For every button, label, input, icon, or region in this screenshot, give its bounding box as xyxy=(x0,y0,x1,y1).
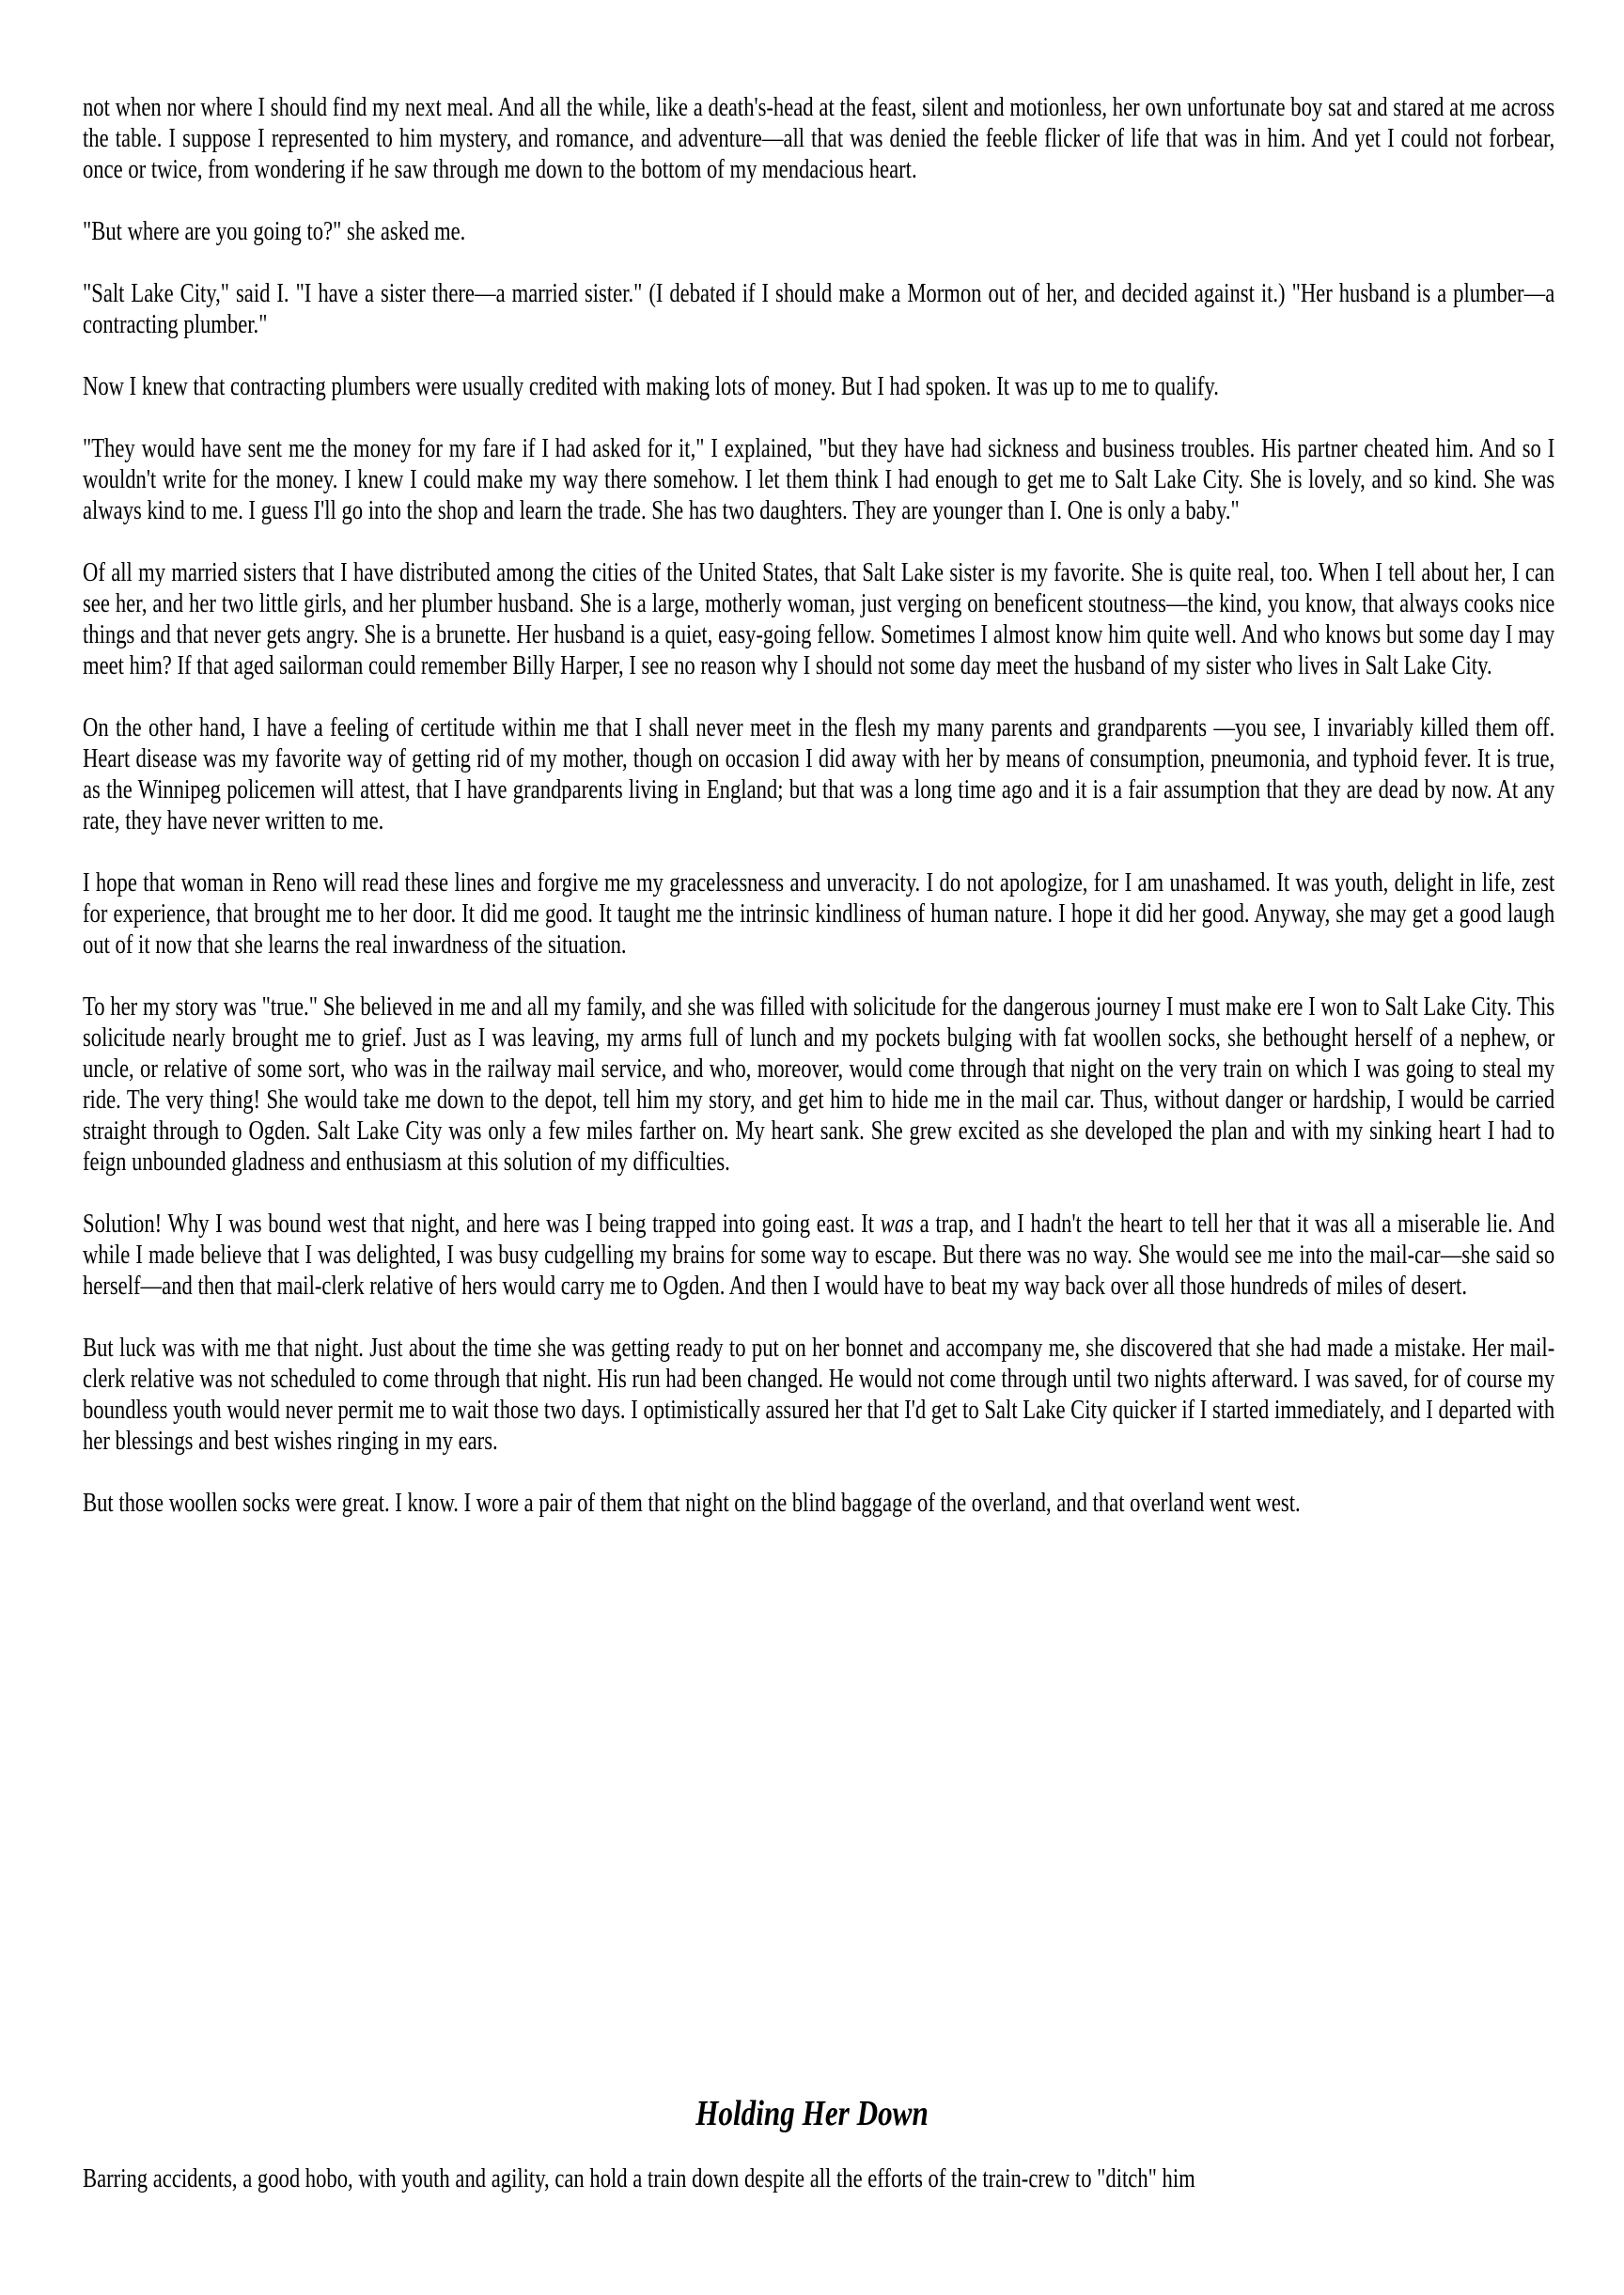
paragraph: Of all my married sisters that I have distributed among the cities of the United States, that Salt Lake sister is my favorite. She is quite real, too. When I tell about her, I can see her, and her two little girls, and her plumber husband. She is a large, motherly woman, just verging on beneficent stoutness—the kind, you know, that always cooks nice things and that never gets angry. She is a brunette. Her husband is a quiet, easy-going fellow. Sometimes I almost know him quite well. And who knows but some day I may meet him? If that aged sailorman could remember Billy Harper, I see no reason why I should not some day meet the husband of my sister who lives in Salt Lake City. xyxy=(83,557,1555,680)
text: Solution! Why I was bound west that night, and here was I being trapped into going east. It xyxy=(83,1209,881,1239)
chapter-first-line: Barring accidents, a good hobo, with youth and agility, can hold a train down despite all the efforts of the train-crew to "ditch" him xyxy=(83,2163,1195,2194)
document-body xyxy=(83,92,1554,1550)
paragraph: But luck was with me that night. Just about the time she was getting ready to put on her bonnet and accompany me, she discovered that she had made a mistake. Her mail-clerk relative was not scheduled to come through that night. His run had been changed. He would not come through until two nights afterward. I was saved, for of course my boundless youth would never permit me to wait those two days. I optimistically assured her that I'd get to Salt Lake City quicker if I started immediately, and I departed with her blessings and best wishes ringing in my ears. xyxy=(83,1333,1555,1456)
paragraph: "They would have sent me the money for my fare if I had asked for it," I explained, "but they have had sickness and business troubles. His partner cheated him. And so I wouldn't write for the money. I knew I could make my way there somehow. I let them think I had enough to get me to Salt Lake City. She is lovely, and so kind. She was always kind to me. I guess I'll go into the shop and learn the trade. She has two daughters. They are younger than I. One is only a baby." xyxy=(83,433,1555,525)
emphasis: was xyxy=(880,1209,914,1239)
paragraph xyxy=(83,1209,1554,1302)
text: a trap, and I hadn't the heart to tell her that it was all a miserable lie. And while I made believe that I was delighted, I was busy cudgelling my brains for some way to escape. But there was no way. She would see me into the mail-car—she said so herself—and then that mail-clerk relative of hers would carry me to Ogden. And then I would have to beat my way back over all those hundreds of miles of desert. xyxy=(83,1209,1555,1301)
paragraph: To her my story was "true." She believed in me and all my family, and she was filled with solicitude for the dangerous journey I must make ere I won to Salt Lake City. This solicitude nearly brought me to grief. Just as I was leaving, my arms full of lunch and my pockets bulging with fat woollen socks, she bethought herself of a nephew, or uncle, or relative of some sort, who was in the railway mail service, and who, moreover, would come through that night on the very train on which I was going to steal my ride. The very thing! She would take me down to the depot, tell him my story, and get him to hide me in the mail car. Thus, without danger or hardship, I would be carried straight through to Ogden. Salt Lake City was only a few miles farther on. My heart sank. She grew excited as she developed the plan and with my sinking heart I had to feign unbounded gladness and enthusiasm at this solution of my difficulties. xyxy=(83,991,1555,1177)
paragraph: But those woollen socks were great. I know. I wore a pair of them that night on the blind baggage of the overland, and that overland went west. xyxy=(83,1488,1301,1518)
paragraph: On the other hand, I have a feeling of certitude within me that I shall never meet in the flesh my many parents and grandparents —you see, I invariably killed them off. Heart disease was my favorite way of getting rid of my mother, though on occasion I did away with her by means of consumption, pneumonia, and typhoid fever. It is true, as the Winnipeg policemen will attest, that I have grandparents living in England; but that was a long time ago and it is a fair assumption that they are dead by now. At any rate, they have never written to me. xyxy=(83,712,1555,835)
paragraph: "But where are you going to?" she asked me. xyxy=(83,216,466,246)
paragraph: "Salt Lake City," said I. "I have a sister there—a married sister." (I debated if I should make a Mormon out of her, and decided against it.) "Her husband is a plumber—a contracting plumber." xyxy=(83,278,1555,339)
paragraph: I hope that woman in Reno will read these lines and forgive me my gracelessness and unveracity. I do not apologize, for I am unashamed. It was youth, delight in life, zest for experience, that brought me to her door. It did me good. It taught me the intrinsic kindliness of human nature. I hope it did her good. Anyway, she may get a good laugh out of it now that she learns the real inwardness of the situation. xyxy=(83,867,1555,960)
chapter-title: Holding Her Down xyxy=(695,2094,929,2133)
paragraph: not when nor where I should find my next meal. And all the while, like a death's-head at the feast, silent and motionless, her own unfortunate boy sat and stared at me across the table. I suppose I represented to him mystery, and romance, and adventure—all that was denied the feeble flicker of life that was in him. And yet I could not forbear, once or twice, from wondering if he saw through me down to the bottom of my mendacious heart. xyxy=(83,92,1555,184)
paragraph: Now I knew that contracting plumbers were usually credited with making lots of money. But I had spoken. It was up to me to qualify. xyxy=(83,371,1219,401)
